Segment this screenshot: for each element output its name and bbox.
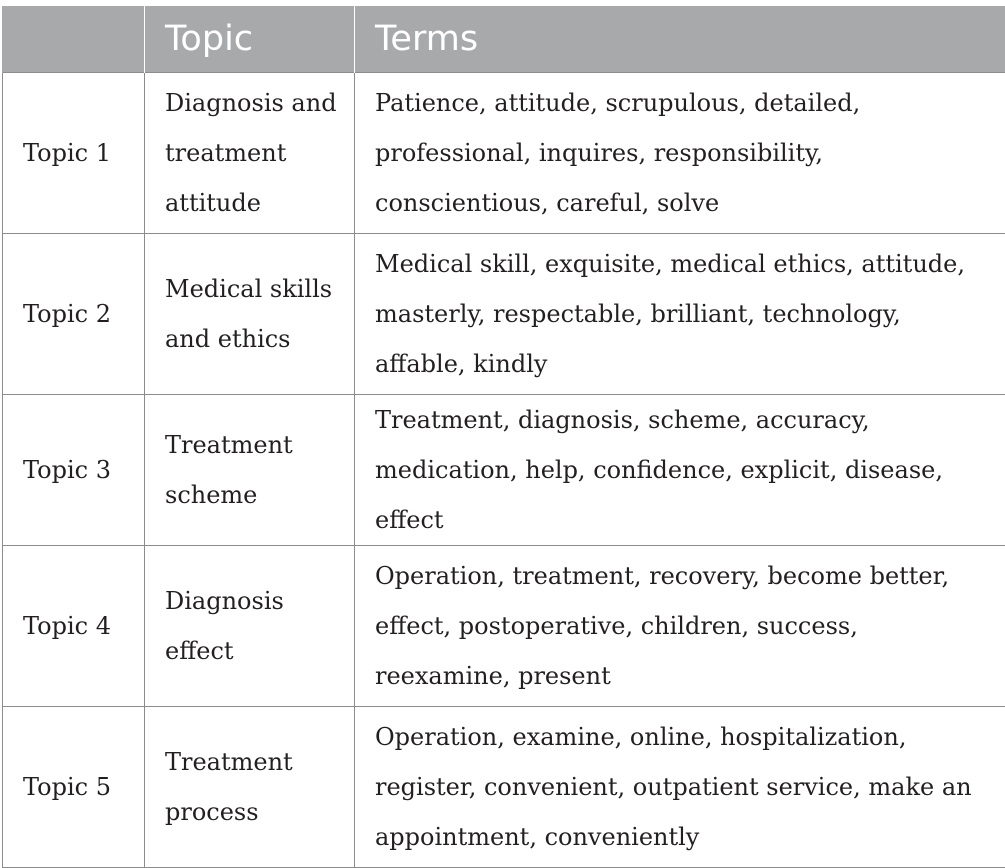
header-cell-empty (3, 6, 145, 73)
table-row (3, 546, 1005, 707)
terms-cell: Operation, examine, online, hospitalization, register, convenient, outpatient service, make an appointment, conveniently (355, 707, 1005, 868)
topic-id-cell: Topic 5 (3, 707, 145, 868)
terms-cell: Patience, attitude, scrupulous, detailed, professional, inquires, responsibility, conscientious, careful, solve (355, 73, 1005, 234)
topic-terms-table (2, 6, 1005, 868)
topic-id-cell: Topic 1 (3, 73, 145, 234)
topic-name-cell: Medical skills and ethics (145, 234, 355, 395)
topic-name-cell: Diagnosis effect (145, 546, 355, 707)
terms-cell: Medical skill, exquisite, medical ethics, attitude, masterly, respectable, brilliant, technology, affable, kindly (355, 234, 1005, 395)
terms-cell: Operation, treatment, recovery, become better, effect, postoperative, children, success, reexamine, present (355, 546, 1005, 707)
table-row (3, 707, 1005, 868)
table-row (3, 73, 1005, 234)
header-row (3, 6, 1005, 73)
header-cell-topic: Topic (145, 6, 355, 73)
table-row (3, 234, 1005, 395)
topic-id-cell: Topic 2 (3, 234, 145, 395)
header-cell-terms: Terms (355, 6, 1005, 73)
topic-name-cell: Treatment scheme (145, 395, 355, 546)
topic-name-cell: Diagnosis and treatment attitude (145, 73, 355, 234)
table-row (3, 395, 1005, 546)
topic-name-cell: Treatment process (145, 707, 355, 868)
topic-id-cell: Topic 4 (3, 546, 145, 707)
terms-cell: Treatment, diagnosis, scheme, accuracy, medication, help, confidence, explicit, disease, effect (355, 395, 1005, 546)
topic-id-cell: Topic 3 (3, 395, 145, 546)
